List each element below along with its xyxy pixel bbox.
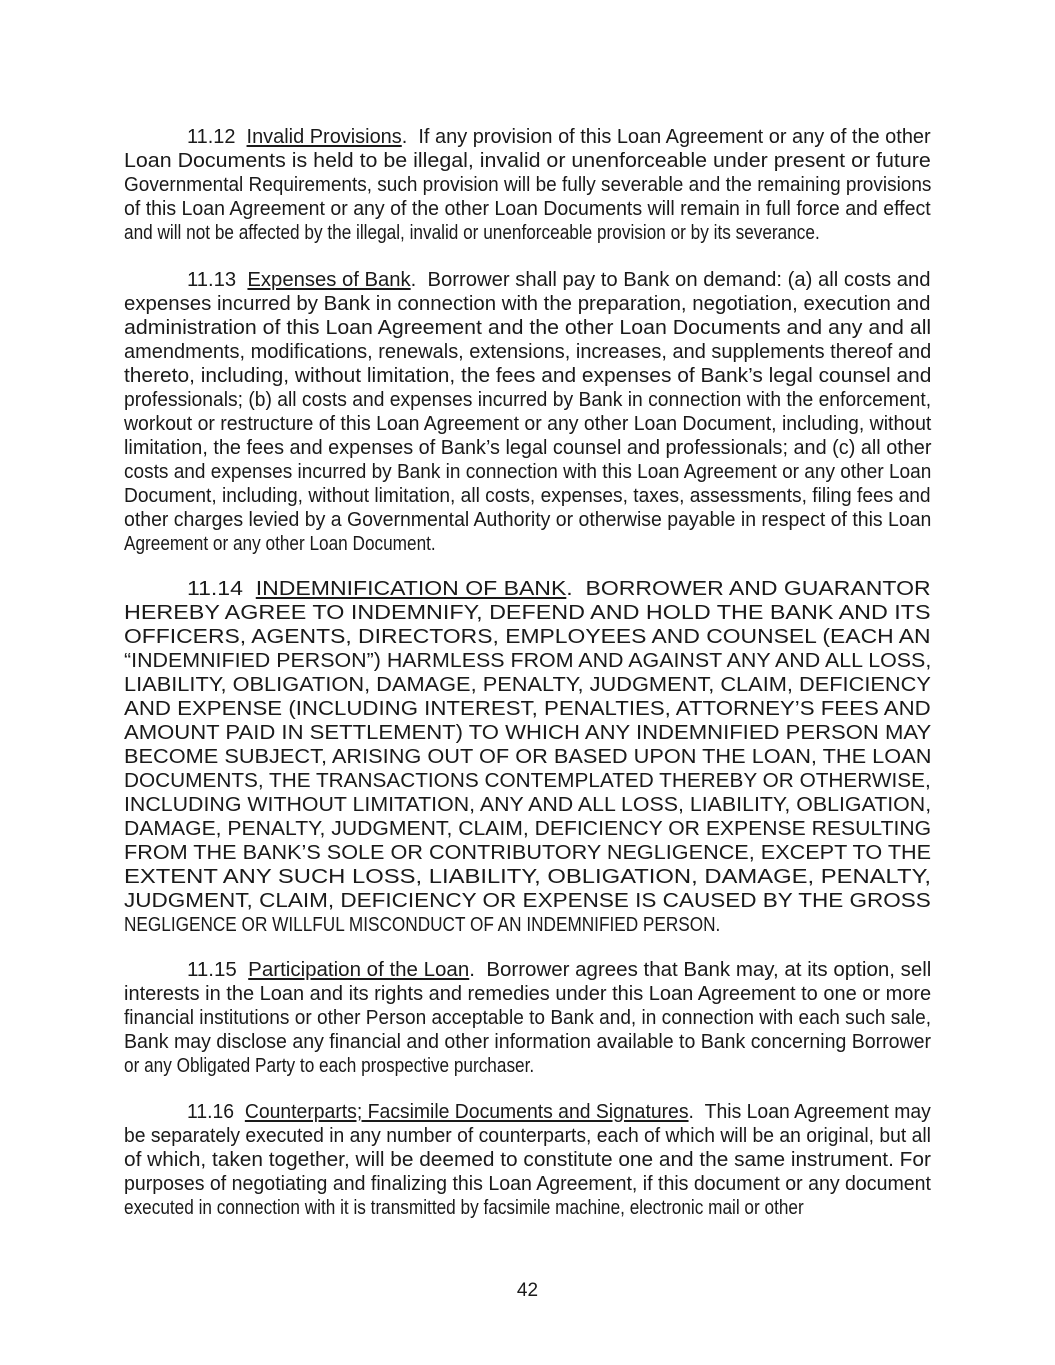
text-line bbox=[124, 745, 931, 769]
section-body-text: limitation, the fees and expenses of Bank’s legal counsel and professionals; and (c) all other bbox=[124, 437, 932, 459]
section-body-text: expenses incurred by Bank in connection with the preparation, negotiation, execution and bbox=[124, 293, 931, 315]
section-number: 11.13 bbox=[187, 269, 237, 291]
text-line bbox=[124, 197, 931, 221]
section-body-text: thereto, including, without limitation, the fees and expenses of Bank’s legal counsel and bbox=[124, 365, 932, 387]
text-line bbox=[124, 364, 931, 388]
text-line bbox=[124, 316, 931, 340]
text-line bbox=[124, 412, 931, 436]
text-line bbox=[124, 913, 931, 937]
text-line bbox=[124, 1172, 931, 1196]
section-body-text: other charges levied by a Governmental Authority or otherwise payable in respect of this Loan bbox=[124, 509, 932, 531]
text-line bbox=[124, 388, 931, 412]
text-line bbox=[124, 793, 931, 817]
section-body-text: NEGLIGENCE OR WILLFUL MISCONDUCT OF AN INDEMNIFIED PERSON. bbox=[124, 914, 721, 936]
section-body-text: Governmental Requirements, such provision will be fully severable and the remaining provisions bbox=[124, 174, 932, 196]
text-line bbox=[124, 1054, 931, 1078]
text-line bbox=[124, 697, 931, 721]
text-line bbox=[124, 508, 931, 532]
text-line bbox=[124, 173, 931, 197]
text-line bbox=[124, 1030, 931, 1054]
text-line: 11.14 INDEMNIFICATION OF BANK. BORROWER AND GUARANTOR bbox=[187, 578, 931, 600]
text-line: 11.15 Participation of the Loan. Borrower agrees that Bank may, at its option, sell bbox=[187, 959, 932, 981]
section-body-text: This Loan Agreement may bbox=[704, 1101, 931, 1123]
section-body-text: Document, including, without limitation, all costs, expenses, taxes, assessments, filing fees and bbox=[124, 485, 931, 507]
section-body-text: costs and expenses incurred by Bank in connection with this Loan Agreement or any other Loan bbox=[124, 461, 932, 483]
text-line: 11.12 Invalid Provisions. If any provision of this Loan Agreement or any of the other bbox=[187, 126, 931, 148]
text-line bbox=[124, 841, 931, 865]
section-body-text: Loan Documents is held to be illegal, invalid or unenforceable under present or future bbox=[124, 150, 931, 172]
text-line bbox=[124, 1148, 931, 1172]
section-heading: INDEMNIFICATION OF BANK bbox=[255, 578, 567, 600]
section-11-13 bbox=[124, 268, 931, 556]
section-11-15 bbox=[124, 958, 931, 1078]
section-body-text: “INDEMNIFIED PERSON”) HARMLESS FROM AND AGAINST ANY AND ALL LOSS, bbox=[124, 650, 932, 672]
section-body-text: AMOUNT PAID IN SETTLEMENT) TO WHICH ANY INDEMNIFIED PERSON MAY bbox=[124, 722, 932, 744]
text-line bbox=[124, 601, 931, 625]
text-line bbox=[124, 982, 931, 1006]
text-line bbox=[124, 221, 931, 245]
text-line bbox=[124, 460, 931, 484]
text-line: 11.16 Counterparts; Facsimile Documents and Signatures. This Loan Agreement may bbox=[187, 1101, 931, 1123]
section-heading: Participation of the Loan bbox=[248, 959, 470, 981]
section-11-14 bbox=[124, 577, 931, 937]
text-line bbox=[124, 1124, 931, 1148]
text-line bbox=[124, 292, 931, 316]
text-line bbox=[124, 673, 931, 697]
text-line bbox=[124, 532, 931, 556]
section-number: 11.14 bbox=[187, 578, 243, 600]
section-body-text: amendments, modifications, renewals, extensions, increases, and supplements thereof and bbox=[124, 341, 932, 363]
section-body-text: administration of this Loan Agreement and the other Loan Documents and any and all bbox=[124, 317, 932, 339]
text-line bbox=[124, 649, 931, 673]
section-body-text: HEREBY AGREE TO INDEMNIFY, DEFEND AND HOLD THE BANK AND ITS bbox=[124, 602, 931, 624]
text-line bbox=[124, 436, 931, 460]
text-line bbox=[124, 484, 931, 508]
section-body-text: BECOME SUBJECT, ARISING OUT OF OR BASED UPON THE LOAN, THE LOAN bbox=[124, 746, 932, 768]
section-body-text: BORROWER AND GUARANTOR bbox=[585, 578, 931, 600]
section-number: 11.12 bbox=[187, 126, 236, 148]
text-line bbox=[124, 889, 931, 913]
text-line bbox=[124, 865, 931, 889]
text-line bbox=[124, 625, 931, 649]
text-line bbox=[124, 1006, 931, 1030]
section-body-text: or any Obligated Party to each prospective purchaser. bbox=[124, 1055, 535, 1077]
section-body-text: LIABILITY, OBLIGATION, DAMAGE, PENALTY, JUDGMENT, CLAIM, DEFICIENCY bbox=[124, 674, 931, 696]
section-11-16 bbox=[124, 1100, 931, 1220]
section-heading: Counterparts; Facsimile Documents and Signatures bbox=[244, 1101, 689, 1123]
section-body-text: DOCUMENTS, THE TRANSACTIONS CONTEMPLATED THEREBY OR OTHERWISE, bbox=[124, 770, 931, 792]
section-body-text: OFFICERS, AGENTS, DIRECTORS, EMPLOYEES AND COUNSEL (EACH AN bbox=[124, 626, 931, 648]
section-body-text: and will not be affected by the illegal, invalid or unenforceable provision or by its severance. bbox=[124, 222, 820, 244]
text-line bbox=[124, 721, 931, 745]
text-line bbox=[124, 149, 931, 173]
section-body-text: JUDGMENT, CLAIM, DEFICIENCY OR EXPENSE IS CAUSED BY THE GROSS bbox=[124, 890, 931, 912]
text-line bbox=[124, 340, 931, 364]
section-body-text: DAMAGE, PENALTY, JUDGMENT, CLAIM, DEFICIENCY OR EXPENSE RESULTING bbox=[124, 818, 932, 840]
text-line bbox=[124, 817, 931, 841]
section-heading: Expenses of Bank bbox=[247, 269, 411, 291]
section-body-text: workout or restructure of this Loan Agreement or any other Loan Document, including, without bbox=[124, 413, 932, 435]
page-number: 42 bbox=[516, 1280, 539, 1301]
section-body-text: executed in connection with it is transmitted by facsimile machine, electronic mail or other bbox=[124, 1197, 804, 1219]
text-line bbox=[124, 769, 931, 793]
section-body-text: purposes of negotiating and finalizing this Loan Agreement, if this document or any document bbox=[124, 1173, 931, 1195]
text-line bbox=[124, 1196, 931, 1220]
section-11-12 bbox=[124, 125, 931, 245]
section-body-text: EXTENT ANY SUCH LOSS, LIABILITY, OBLIGATION, DAMAGE, PENALTY, bbox=[124, 866, 932, 888]
text-line: 11.13 Expenses of Bank. Borrower shall pay to Bank on demand: (a) all costs and bbox=[187, 269, 931, 291]
section-body-text: FROM THE BANK’S SOLE OR CONTRIBUTORY NEGLIGENCE, EXCEPT TO THE bbox=[124, 842, 932, 864]
section-body-text: of this Loan Agreement or any of the other Loan Documents will remain in full force and effect bbox=[124, 198, 931, 220]
section-body-text: be separately executed in any number of counterparts, each of which will be an original, but all bbox=[124, 1125, 931, 1147]
section-body-text: financial institutions or other Person acceptable to Bank and, in connection with each such sale, bbox=[124, 1007, 932, 1029]
section-body-text: Agreement or any other Loan Document. bbox=[124, 533, 436, 555]
section-body-text: INCLUDING WITHOUT LIMITATION, ANY AND ALL LOSS, LIABILITY, OBLIGATION, bbox=[124, 794, 932, 816]
section-number: 11.15 bbox=[187, 959, 237, 981]
section-body-text: AND EXPENSE (INCLUDING INTEREST, PENALTIES, ATTORNEY’S FEES AND bbox=[124, 698, 931, 720]
section-body-text: If any provision of this Loan Agreement or any of the other bbox=[418, 126, 931, 148]
section-body-text: Borrower agrees that Bank may, at its option, sell bbox=[486, 959, 932, 981]
section-body-text: Bank may disclose any financial and other information available to Bank concerning Borrower bbox=[124, 1031, 932, 1053]
section-number: 11.16 bbox=[187, 1101, 235, 1123]
section-heading: Invalid Provisions bbox=[246, 126, 402, 148]
section-body-text: professionals; (b) all costs and expenses incurred by Bank in connection with the enforcement, bbox=[124, 389, 932, 411]
section-body-text: of which, taken together, will be deemed to constitute one and the same instrument. For bbox=[124, 1149, 931, 1171]
section-body-text: interests in the Loan and its rights and remedies under this Loan Agreement to one or more bbox=[124, 983, 932, 1005]
section-body-text: Borrower shall pay to Bank on demand: (a) all costs and bbox=[427, 269, 931, 291]
